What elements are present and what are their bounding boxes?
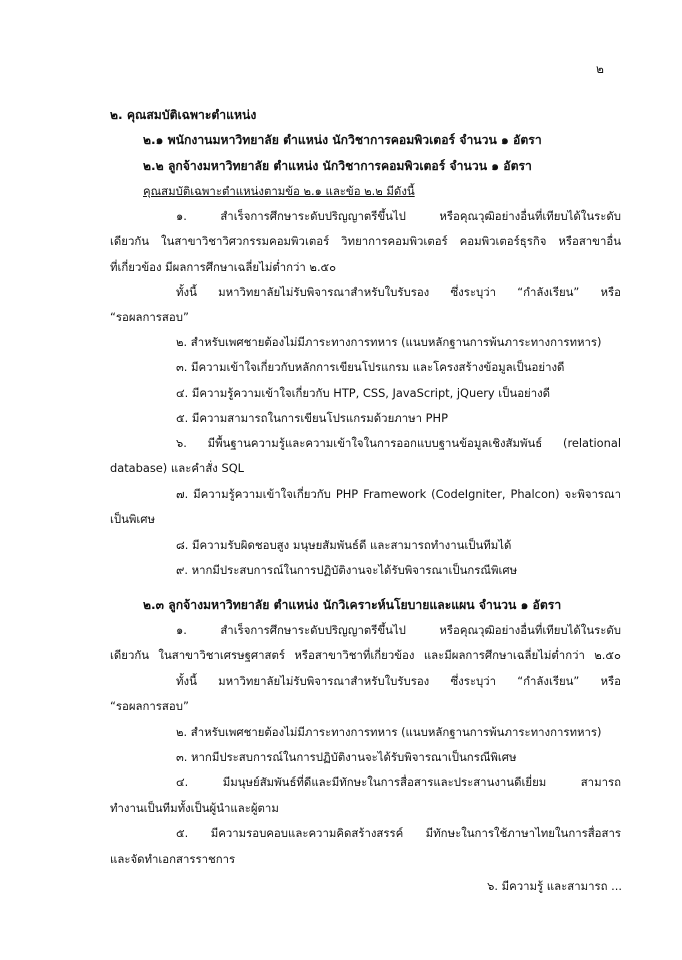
qualification-b-item-3: ๓. หากมีประสบการณ์ในการปฏิบัติงานจะได้รับพิจารณาเป็นกรณีพิเศษ	[176, 750, 517, 764]
section-title: ๒. คุณสมบัติเฉพาะตำแหน่ง	[110, 108, 257, 122]
qualification-item-4: ๔. มีความรู้ความเข้าใจเกี่ยวกับ HTP, CSS, JavaScript, jQuery เป็นอย่างดี	[176, 386, 551, 400]
note-b-line-2: “รอผลการสอบ”	[110, 699, 189, 713]
qualification-item-8: ๘. มีความรับผิดชอบสูง มนุษยสัมพันธ์ดี และสามารถทำงานเป็นทีมได้	[176, 538, 512, 552]
position-heading-2-2: ๒.๒ ลูกจ้างมหาวิทยาลัย ตำแหน่ง นักวิชาการคอมพิวเตอร์ จำนวน ๑ อัตรา	[143, 159, 532, 173]
qualification-b-item-4-line-1: ๔. มีมนุษย์สัมพันธ์ที่ดีและมีทักษะในการสื่อสารและประสานงานดีเยี่ยม สามารถ	[176, 775, 621, 789]
qualification-item-3: ๓. มีความเข้าใจเกี่ยวกับหลักการเขียนโปรแกรม และโครงสร้างข้อมูลเป็นอย่างดี	[176, 360, 565, 374]
qualification-b-item-5-line-2: และจัดทำเอกสารราชการ	[110, 852, 236, 866]
page-number: ๒	[596, 62, 604, 76]
qualification-item-9: ๙. หากมีประสบการณ์ในการปฏิบัติงานจะได้รับพิจารณาเป็นกรณีพิเศษ	[176, 563, 518, 577]
position-heading-2-3: ๒.๓ ลูกจ้างมหาวิทยาลัย ตำแหน่ง นักวิเคราะห์นโยบายและแผน จำนวน ๑ อัตรา	[143, 598, 562, 612]
qualification-item-1-line-2: เดียวกัน ในสาขาวิชาวิศวกรรมคอมพิวเตอร์ วิทยาการคอมพิวเตอร์ คอมพิวเตอร์ธุรกิจ หรือสาขาอื่น	[110, 234, 621, 248]
position-heading-2-1: ๒.๑ พนักงานมหาวิทยาลัย ตำแหน่ง นักวิชาการคอมพิวเตอร์ จำนวน ๑ อัตรา	[143, 133, 542, 147]
qualification-b-item-1-line-1: ๑. สำเร็จการศึกษาระดับปริญญาตรีขึ้นไป หรือคุณวุฒิอย่างอื่นที่เทียบได้ในระดับ	[176, 623, 621, 637]
qualification-b-item-4-line-2: ทำงานเป็นทีมทั้งเป็นผู้นำและผู้ตาม	[110, 801, 279, 815]
qualification-item-1-line-3: ที่เกี่ยวข้อง มีผลการศึกษาเฉลี่ยไม่ต่ำกว่า ๒.๕๐	[110, 260, 337, 274]
qualification-item-2: ๒. สำหรับเพศชายต้องไม่มีภาระทางการทหาร (แนบหลักฐานการพ้นภาระทางการทหาร)	[176, 335, 602, 349]
qualification-b-item-1-line-2: เดียวกัน ในสาขาวิชาเศรษฐศาสตร์ หรือสาขาวิชาที่เกี่ยวข้อง และมีผลการศึกษาเฉลี่ยไม่ต่ำกว่า ๒.๕๐	[110, 648, 621, 662]
note-line-1: ทั้งนี้ มหาวิทยาลัยไม่รับพิจารณาสำหรับใบรับรอง ซึ่งระบุว่า “กำลังเรียน” หรือ	[176, 285, 621, 299]
qualification-item-7-line-2: เป็นพิเศษ	[110, 512, 156, 526]
qualification-b-item-5-line-1: ๕. มีความรอบคอบและความคิดสร้างสรรค์ มีทักษะในการใช้ภาษาไทยในการสื่อสาร	[176, 826, 621, 840]
continuation-note: ๖. มีความรู้ และสามารถ ...	[487, 879, 622, 893]
qualification-item-7-line-1: ๗. มีความรู้ความเข้าใจเกี่ยวกับ PHP Framework (CodeIgniter, Phalcon) จะพิจารณา	[176, 487, 621, 501]
qualification-intro: คุณสมบัติเฉพาะตำแหน่งตามข้อ ๒.๑ และข้อ ๒.๒ มีดังนี้	[143, 184, 415, 198]
qualification-item-5: ๕. มีความสามารถในการเขียนโปรแกรมด้วยภาษา PHP	[176, 411, 448, 425]
note-b-line-1: ทั้งนี้ มหาวิทยาลัยไม่รับพิจารณาสำหรับใบรับรอง ซึ่งระบุว่า “กำลังเรียน” หรือ	[176, 674, 621, 688]
qualification-item-6-line-2: database) และคำสั่ง SQL	[110, 461, 245, 475]
note-line-2: “รอผลการสอบ”	[110, 310, 189, 324]
qualification-item-6-line-1: ๖. มีพื้นฐานความรู้และความเข้าใจในการออกแบบฐานข้อมูลเชิงสัมพันธ์ (relational	[176, 436, 621, 450]
qualification-b-item-2: ๒. สำหรับเพศชายต้องไม่มีภาระทางการทหาร (แนบหลักฐานการพ้นภาระทางการทหาร)	[176, 725, 602, 739]
qualification-item-1-line-1: ๑. สำเร็จการศึกษาระดับปริญญาตรีขึ้นไป หรือคุณวุฒิอย่างอื่นที่เทียบได้ในระดับ	[176, 209, 621, 223]
